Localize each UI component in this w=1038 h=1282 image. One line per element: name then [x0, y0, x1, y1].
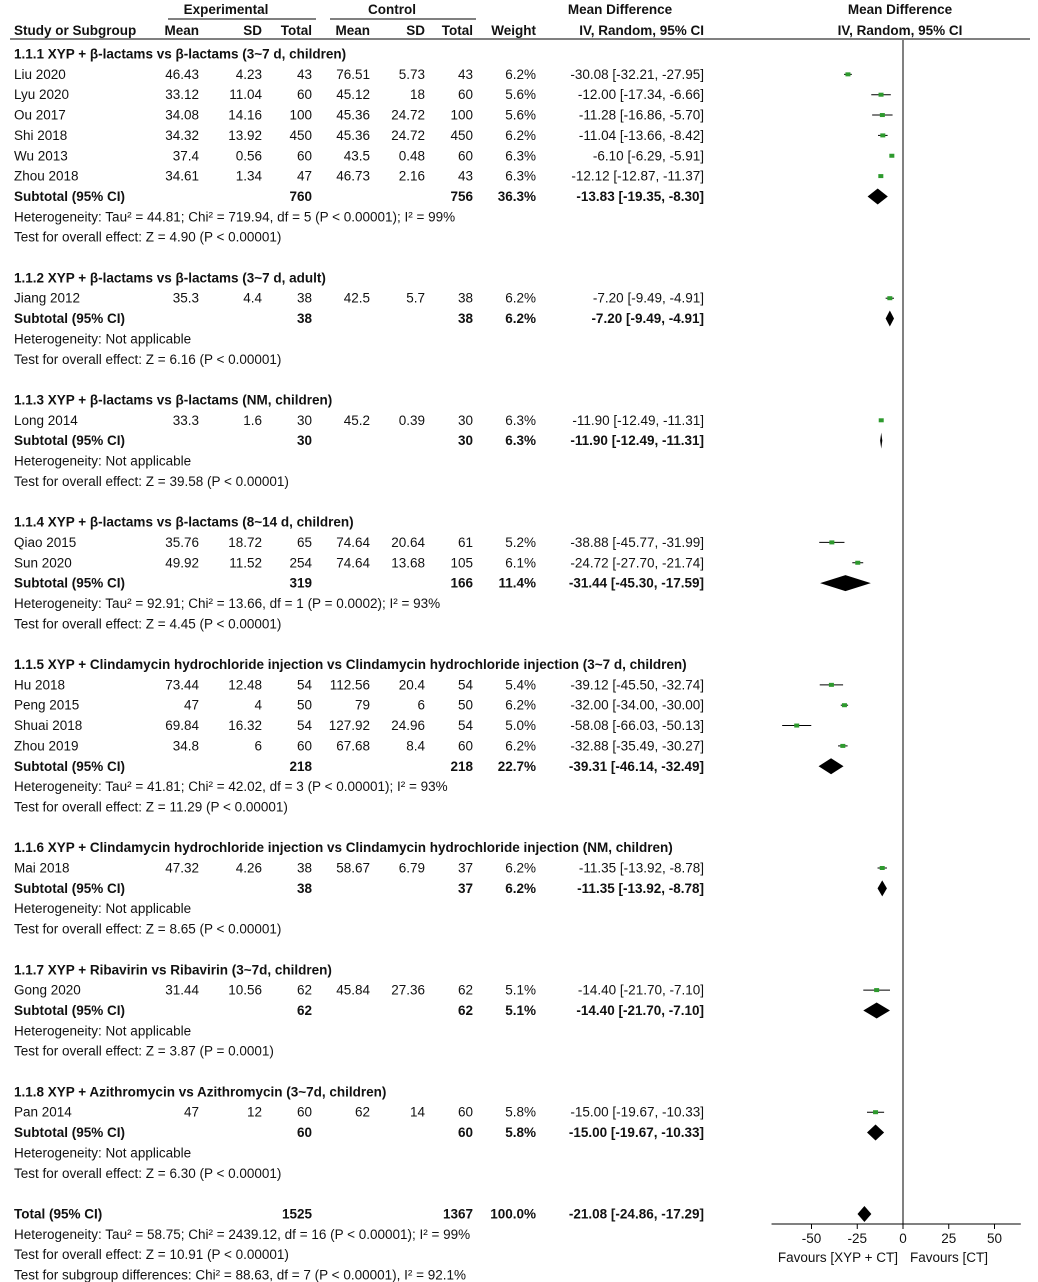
study-sd-c: 20.64: [391, 534, 425, 550]
study-mean-e: 49.92: [165, 555, 199, 571]
subtotal-diamond: [868, 188, 888, 204]
study-total-c: 61: [457, 534, 473, 550]
subgroup-overall-effect: Test for overall effect: Z = 4.45 (P < 0.00001): [14, 616, 282, 632]
study-weight: 5.1%: [505, 982, 536, 998]
study-weight: 5.4%: [505, 677, 536, 693]
subgroup-heterogeneity: Heterogeneity: Tau² = 41.81; Chi² = 42.02, df = 3 (P < 0.00001); I² = 93%: [14, 779, 448, 795]
subtotal-ci: -11.35 [-13.92, -8.78]: [577, 880, 704, 896]
subtotal-ci: -7.20 [-9.49, -4.91]: [591, 311, 704, 327]
subtotal-weight: 6.2%: [505, 311, 536, 327]
study-mean-c: 67.68: [336, 738, 370, 754]
study-sd-c: 13.68: [391, 555, 425, 571]
study-mean-c: 45.84: [336, 982, 370, 998]
study-total-c: 43: [457, 66, 473, 82]
total-total-e: 1525: [281, 1206, 312, 1222]
study-marker: [873, 1110, 878, 1114]
study-ci: -58.08 [-66.03, -50.13]: [570, 718, 704, 734]
study-sd-c: 0.48: [398, 148, 425, 164]
subtotal-ci: -14.40 [-21.70, -7.10]: [576, 1002, 704, 1018]
study-mean-c: 74.64: [336, 555, 370, 571]
subgroup-heterogeneity: Heterogeneity: Tau² = 92.91; Chi² = 13.66, df = 1 (P = 0.0002); I² = 93%: [14, 595, 441, 611]
study-marker: [880, 133, 885, 137]
subtotal-weight: 36.3%: [497, 188, 536, 204]
study-sd-c: 24.72: [391, 107, 425, 123]
study-marker: [880, 866, 885, 870]
study-ci: -11.35 [-13.92, -8.78]: [578, 860, 704, 876]
subtotal-total-c: 218: [450, 758, 473, 774]
favours-left: Favours [XYP + CT]: [777, 1250, 898, 1265]
study-sd-c: 27.36: [391, 982, 425, 998]
study-total-e: 62: [296, 982, 312, 998]
subgroup-overall-effect: Test for overall effect: Z = 8.65 (P < 0.00001): [14, 921, 282, 937]
header-plot-mean-difference: Mean Difference: [847, 2, 953, 17]
col-md-ci: IV, Random, 95% CI: [579, 23, 704, 38]
subtotal-label: Subtotal (95% CI): [14, 311, 126, 327]
subtotal-weight: 5.1%: [505, 1002, 536, 1018]
subtotal-label: Subtotal (95% CI): [14, 1125, 126, 1141]
col-sd-c: SD: [406, 23, 425, 38]
study-weight: 6.2%: [505, 66, 536, 82]
total-diamond: [858, 1206, 872, 1222]
subtotal-diamond: [863, 1002, 890, 1018]
study-total-e: 54: [296, 677, 312, 693]
study-name: Ou 2017: [14, 107, 66, 123]
subtotal-total-e: 218: [289, 758, 312, 774]
study-marker: [840, 744, 845, 748]
subtotal-total-c: 166: [450, 575, 473, 591]
study-marker: [879, 418, 884, 422]
study-total-e: 43: [296, 66, 312, 82]
subtotal-diamond: [886, 311, 894, 327]
study-marker: [879, 93, 884, 97]
subtotal-label: Subtotal (95% CI): [14, 1002, 126, 1018]
study-name: Sun 2020: [14, 555, 72, 571]
study-weight: 6.2%: [505, 697, 536, 713]
subtotal-total-e: 38: [296, 880, 312, 896]
study-sd-c: 14: [409, 1104, 425, 1120]
study-ci: -30.08 [-32.21, -27.95]: [570, 66, 704, 82]
subtotal-total-e: 760: [289, 188, 312, 204]
study-sd-e: 18.72: [228, 534, 262, 550]
total-overall-effect: Test for overall effect: Z = 10.91 (P < 0.00001): [14, 1247, 289, 1263]
subtotal-label: Subtotal (95% CI): [14, 758, 126, 774]
header-mean-difference: Mean Difference: [567, 2, 673, 17]
study-mean-e: 46.43: [165, 66, 199, 82]
subtotal-ci: -11.90 [-12.49, -11.31]: [570, 433, 704, 449]
study-mean-c: 42.5: [343, 290, 370, 306]
subgroup-heterogeneity: Heterogeneity: Not applicable: [14, 331, 192, 347]
study-name: Shuai 2018: [14, 718, 83, 734]
study-sd-e: 11.04: [229, 87, 262, 103]
study-sd-e: 11.52: [229, 555, 262, 571]
study-total-c: 50: [457, 697, 473, 713]
subtotal-total-c: 756: [450, 188, 473, 204]
x-tick-label: 25: [941, 1231, 957, 1246]
study-marker: [880, 113, 885, 117]
study-sd-c: 6.79: [398, 860, 425, 876]
subtotal-label: Subtotal (95% CI): [14, 433, 126, 449]
col-weight: Weight: [491, 23, 536, 38]
study-mean-c: 45.2: [343, 412, 370, 428]
subgroup-heterogeneity: Heterogeneity: Not applicable: [14, 1145, 192, 1161]
subgroup-overall-effect: Test for overall effect: Z = 6.30 (P < 0.00001): [14, 1165, 282, 1181]
study-total-c: 60: [457, 738, 473, 754]
study-marker: [887, 296, 892, 300]
col-study: Study or Subgroup: [14, 23, 137, 38]
subtotal-diamond: [820, 575, 871, 591]
subtotal-ci: -31.44 [-45.30, -17.59]: [568, 575, 704, 591]
subtotal-diamond: [867, 1125, 884, 1141]
study-mean-e: 35.3: [172, 290, 199, 306]
study-sd-e: 14.16: [228, 107, 262, 123]
study-ci: -12.00 [-17.34, -6.66]: [577, 87, 704, 103]
study-sd-c: 2.16: [398, 168, 425, 184]
study-weight: 5.6%: [505, 107, 536, 123]
study-sd-e: 12.48: [228, 677, 262, 693]
study-mean-c: 62: [354, 1104, 370, 1120]
study-mean-c: 45.12: [336, 87, 370, 103]
subgroup-heterogeneity: Heterogeneity: Not applicable: [14, 901, 192, 917]
subgroup-title: 1.1.1 XYP + β-lactams vs β-lactams (3~7 d, children): [14, 46, 347, 62]
study-weight: 6.1%: [505, 555, 536, 571]
total-ci: -21.08 [-24.86, -17.29]: [568, 1206, 704, 1222]
study-total-e: 65: [296, 534, 312, 550]
study-weight: 6.2%: [505, 738, 536, 754]
study-sd-e: 4: [254, 697, 262, 713]
study-name: Jiang 2012: [14, 290, 81, 306]
study-sd-e: 12: [246, 1104, 262, 1120]
study-total-e: 254: [289, 555, 312, 571]
subtotal-weight: 22.7%: [497, 758, 536, 774]
x-tick-label: -25: [847, 1231, 868, 1246]
subtotal-total-c: 38: [457, 311, 473, 327]
subtotal-diamond: [819, 758, 844, 774]
study-sd-e: 6: [254, 738, 262, 754]
study-total-c: 60: [457, 148, 473, 164]
subgroup-title: 1.1.6 XYP + Clindamycin hydrochloride injection vs Clindamycin hydrochloride injection (NM, children): [14, 840, 673, 856]
study-mean-c: 79: [354, 697, 370, 713]
subgroup-heterogeneity: Heterogeneity: Tau² = 44.81; Chi² = 719.94, df = 5 (P < 0.00001); I² = 99%: [14, 209, 456, 225]
x-tick-label: 0: [899, 1231, 907, 1246]
study-ci: -32.00 [-34.00, -30.00]: [570, 697, 704, 713]
study-name: Zhou 2019: [14, 738, 79, 754]
study-name: Mai 2018: [14, 860, 70, 876]
study-mean-c: 46.73: [336, 168, 370, 184]
col-plot-method: IV, Random, 95% CI: [837, 23, 963, 38]
study-mean-c: 58.67: [336, 860, 370, 876]
study-name: Qiao 2015: [14, 534, 77, 550]
study-total-c: 54: [457, 677, 473, 693]
study-total-e: 60: [296, 148, 312, 164]
study-total-c: 60: [457, 87, 473, 103]
study-weight: 6.2%: [505, 127, 536, 143]
study-marker: [794, 724, 799, 728]
subgroup-title: 1.1.7 XYP + Ribavirin vs Ribavirin (3~7d, children): [14, 962, 332, 978]
total-heterogeneity: Heterogeneity: Tau² = 58.75; Chi² = 2439.12, df = 16 (P < 0.00001); I² = 99%: [14, 1226, 471, 1242]
total-label: Total (95% CI): [14, 1206, 103, 1222]
study-ci: -12.12 [-12.87, -11.37]: [571, 168, 704, 184]
study-total-e: 60: [296, 738, 312, 754]
study-ci: -38.88 [-45.77, -31.99]: [570, 534, 704, 550]
study-sd-c: 24.72: [391, 127, 425, 143]
study-mean-c: 74.64: [336, 534, 370, 550]
study-name: Gong 2020: [14, 982, 81, 998]
study-sd-e: 13.92: [228, 127, 262, 143]
study-ci: -24.72 [-27.70, -21.74]: [570, 555, 704, 571]
subgroup-overall-effect: Test for overall effect: Z = 4.90 (P < 0.00001): [14, 229, 282, 245]
study-sd-e: 0.56: [235, 148, 262, 164]
study-mean-c: 45.36: [336, 107, 370, 123]
subtotal-diamond: [880, 433, 882, 449]
study-mean-e: 34.8: [172, 738, 199, 754]
favours-right: Favours [CT]: [910, 1250, 989, 1265]
study-mean-e: 69.84: [165, 718, 199, 734]
study-weight: 5.6%: [505, 87, 536, 103]
study-total-e: 38: [296, 290, 312, 306]
col-mean-c: Mean: [335, 23, 370, 38]
subgroup-overall-effect: Test for overall effect: Z = 11.29 (P < 0.00001): [14, 799, 288, 815]
study-total-e: 60: [296, 87, 312, 103]
subtotal-label: Subtotal (95% CI): [14, 575, 126, 591]
subtotal-weight: 6.2%: [505, 880, 536, 896]
header-control: Control: [368, 2, 416, 17]
study-sd-e: 10.56: [228, 982, 262, 998]
study-total-c: 37: [457, 860, 473, 876]
study-ci: -11.90 [-12.49, -11.31]: [572, 412, 704, 428]
study-marker: [829, 683, 834, 687]
study-mean-e: 34.61: [165, 168, 199, 184]
study-mean-e: 73.44: [165, 677, 199, 693]
study-name: Pan 2014: [14, 1104, 72, 1120]
study-sd-c: 20.4: [398, 677, 425, 693]
subgroup-overall-effect: Test for overall effect: Z = 6.16 (P < 0.00001): [14, 351, 282, 367]
study-name: Zhou 2018: [14, 168, 79, 184]
study-mean-c: 127.92: [328, 718, 370, 734]
subtotal-weight: 6.3%: [505, 433, 536, 449]
study-ci: -11.04 [-13.66, -8.42]: [578, 127, 704, 143]
study-ci: -39.12 [-45.50, -32.74]: [570, 677, 704, 693]
subtotal-weight: 5.8%: [505, 1125, 536, 1141]
study-weight: 6.3%: [505, 412, 536, 428]
study-total-c: 30: [457, 412, 473, 428]
subtotal-diamond: [878, 880, 887, 896]
study-total-c: 100: [450, 107, 473, 123]
study-sd-e: 4.4: [243, 290, 262, 306]
study-mean-e: 34.08: [165, 107, 199, 123]
study-weight: 5.8%: [505, 1104, 536, 1120]
study-marker: [855, 561, 860, 565]
col-sd-e: SD: [243, 23, 262, 38]
subtotal-weight: 11.4%: [498, 575, 536, 591]
col-total-e: Total: [280, 23, 312, 38]
study-total-e: 38: [296, 860, 312, 876]
study-sd-c: 5.73: [398, 66, 425, 82]
study-sd-c: 18: [409, 87, 425, 103]
subgroup-title: 1.1.5 XYP + Clindamycin hydrochloride injection vs Clindamycin hydrochloride injection (3~7 d, children): [14, 657, 687, 672]
subtotal-label: Subtotal (95% CI): [14, 880, 126, 896]
study-name: Liu 2020: [14, 66, 66, 82]
study-ci: -11.28 [-16.86, -5.70]: [578, 107, 704, 123]
subgroup-title: 1.1.2 XYP + β-lactams vs β-lactams (3~7 d, adult): [14, 270, 326, 286]
study-marker: [842, 703, 847, 707]
study-total-e: 450: [289, 127, 312, 143]
study-weight: 5.2%: [505, 534, 536, 550]
subtotal-total-e: 30: [296, 433, 312, 449]
study-mean-e: 34.32: [165, 127, 199, 143]
study-mean-e: 35.76: [165, 534, 199, 550]
study-mean-e: 47.32: [165, 860, 199, 876]
study-ci: -14.40 [-21.70, -7.10]: [577, 982, 704, 998]
study-sd-e: 16.32: [228, 718, 262, 734]
study-weight: 6.3%: [505, 148, 536, 164]
study-sd-c: 8.4: [406, 738, 425, 754]
subgroup-differences: Test for subgroup differences: Chi² = 88.63, df = 7 (P < 0.00001), I² = 92.1%: [14, 1267, 467, 1282]
subtotal-ci: -15.00 [-19.67, -10.33]: [568, 1125, 704, 1141]
x-tick-label: 50: [986, 1231, 1003, 1246]
study-mean-e: 33.12: [165, 87, 199, 103]
subtotal-total-c: 37: [457, 880, 473, 896]
study-name: Peng 2015: [14, 697, 80, 713]
study-marker: [829, 540, 834, 544]
subgroup-heterogeneity: Heterogeneity: Not applicable: [14, 453, 192, 469]
study-total-c: 54: [457, 718, 473, 734]
subgroup-overall-effect: Test for overall effect: Z = 3.87 (P = 0.0001): [14, 1043, 274, 1059]
study-ci: -6.10 [-6.29, -5.91]: [592, 148, 704, 164]
study-sd-e: 1.6: [243, 412, 262, 428]
study-total-c: 43: [457, 168, 473, 184]
total-total-c: 1367: [442, 1206, 473, 1222]
subgroup-overall-effect: Test for overall effect: Z = 39.58 (P < 0.00001): [14, 473, 289, 489]
total-weight: 100.0%: [490, 1206, 536, 1222]
study-sd-e: 4.23: [235, 66, 262, 82]
study-mean-c: 43.5: [343, 148, 370, 164]
study-total-e: 50: [296, 697, 312, 713]
study-total-c: 38: [457, 290, 473, 306]
study-sd-c: 24.96: [391, 718, 425, 734]
subtotal-total-e: 38: [296, 311, 312, 327]
study-sd-c: 0.39: [398, 412, 425, 428]
study-marker: [874, 988, 879, 992]
study-name: Wu 2013: [14, 148, 68, 164]
study-ci: -32.88 [-35.49, -30.27]: [570, 738, 704, 754]
study-total-e: 47: [296, 168, 312, 184]
study-sd-c: 5.7: [406, 290, 425, 306]
subtotal-total-e: 60: [296, 1125, 312, 1141]
study-mean-e: 47: [183, 697, 199, 713]
subtotal-ci: -39.31 [-46.14, -32.49]: [568, 758, 704, 774]
study-total-c: 62: [457, 982, 473, 998]
x-tick-label: -50: [801, 1231, 822, 1246]
subtotal-ci: -13.83 [-19.35, -8.30]: [576, 188, 704, 204]
subgroup-title: 1.1.8 XYP + Azithromycin vs Azithromycin (3~7d, children): [14, 1084, 387, 1100]
col-total-c: Total: [441, 23, 473, 38]
study-mean-e: 31.44: [165, 982, 199, 998]
study-mean-e: 33.3: [172, 412, 199, 428]
subtotal-total-c: 60: [457, 1125, 473, 1141]
study-ci: -15.00 [-19.67, -10.33]: [570, 1104, 704, 1120]
study-marker: [845, 72, 850, 76]
study-ci: -7.20 [-9.49, -4.91]: [592, 290, 704, 306]
col-mean-e: Mean: [164, 23, 199, 38]
study-weight: 5.0%: [505, 718, 536, 734]
study-name: Lyu 2020: [14, 87, 70, 103]
subtotal-total-e: 62: [296, 1002, 312, 1018]
study-name: Shi 2018: [14, 127, 68, 143]
study-marker: [878, 174, 883, 178]
study-marker: [889, 154, 894, 158]
study-sd-e: 1.34: [235, 168, 262, 184]
study-total-c: 105: [450, 555, 473, 571]
subtotal-total-e: 319: [289, 575, 312, 591]
subtotal-total-c: 62: [457, 1002, 473, 1018]
study-mean-e: 47: [183, 1104, 199, 1120]
study-total-c: 60: [457, 1104, 473, 1120]
study-name: Long 2014: [14, 412, 78, 428]
header-experimental: Experimental: [183, 2, 269, 17]
study-total-e: 60: [296, 1104, 312, 1120]
study-weight: 6.3%: [505, 168, 536, 184]
study-weight: 6.2%: [505, 290, 536, 306]
study-weight: 6.2%: [505, 860, 536, 876]
subgroup-heterogeneity: Heterogeneity: Not applicable: [14, 1023, 192, 1039]
subtotal-label: Subtotal (95% CI): [14, 188, 126, 204]
subtotal-total-c: 30: [457, 433, 473, 449]
study-total-e: 54: [296, 718, 312, 734]
study-mean-c: 45.36: [336, 127, 370, 143]
study-sd-c: 6: [417, 697, 425, 713]
subgroup-title: 1.1.4 XYP + β-lactams vs β-lactams (8~14 d, children): [14, 514, 354, 530]
study-total-c: 450: [450, 127, 473, 143]
study-total-e: 100: [289, 107, 312, 123]
study-mean-c: 76.51: [336, 66, 370, 82]
study-name: Hu 2018: [14, 677, 66, 693]
study-mean-e: 37.4: [172, 148, 199, 164]
study-mean-c: 112.56: [329, 677, 370, 693]
subgroup-title: 1.1.3 XYP + β-lactams vs β-lactams (NM, children): [14, 392, 333, 408]
study-total-e: 30: [296, 412, 312, 428]
study-sd-e: 4.26: [235, 860, 262, 876]
